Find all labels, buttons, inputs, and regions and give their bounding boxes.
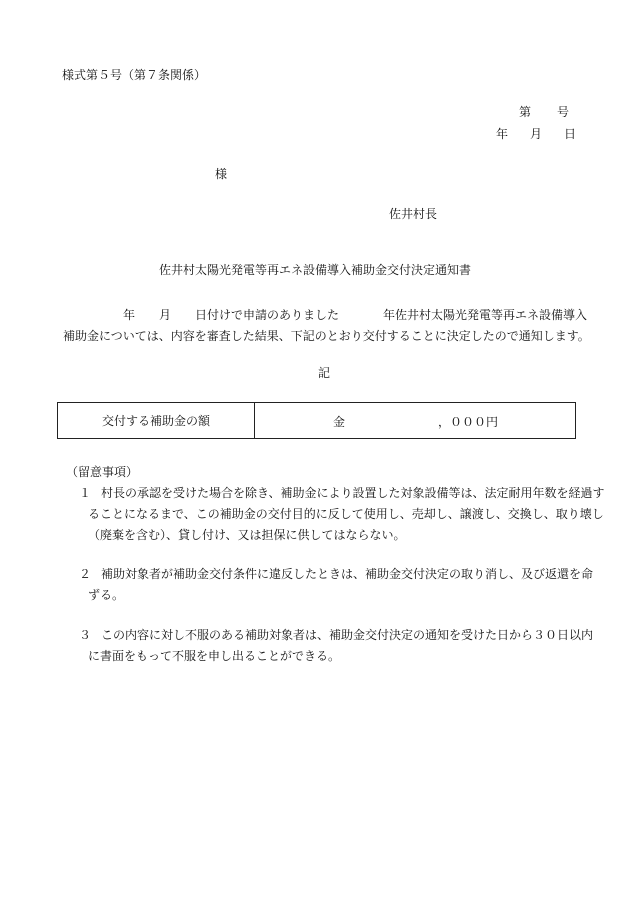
body-text-1: 日付けで申請のありました <box>195 308 340 322</box>
doc-date-day: 日 <box>564 127 577 141</box>
body-text-2: 年佐井村太陽光発電等再エネ設備導入 <box>383 308 588 322</box>
doc-date-month: 月 <box>530 127 543 141</box>
body-line-1 <box>123 307 587 323</box>
amount-label: 交付する補助金の額 <box>58 403 255 438</box>
note-number: １ <box>79 486 92 500</box>
notes-heading: （留意事項） <box>66 465 139 479</box>
note-text: ることになるまで、この補助金の交付目的に反して使用し、売却し、譲渡し、交換し、取り壊し <box>88 507 604 521</box>
note-text: （廃棄を含む）、貸し付け、又は担保に供してはならない。 <box>88 528 406 542</box>
doc-number-go: 号 <box>557 105 570 119</box>
doc-number-dai: 第 <box>519 105 532 119</box>
document-date <box>496 126 576 142</box>
note-text: 補助対象者が補助金交付条件に違反したときは、補助金交付決定の取り消し、及び返還を命 <box>101 567 594 581</box>
note-text: ずる。 <box>88 588 125 602</box>
ki-heading: 記 <box>318 366 331 380</box>
note-number: ２ <box>79 567 92 581</box>
form-number: 様式第５号（第７条関係） <box>62 68 207 82</box>
issuer-name: 佐井村長 <box>389 207 438 221</box>
amount-value: ，０００円 <box>438 415 499 429</box>
body-line-2: 補助金については、内容を審査した結果、下記のとおり交付することに決定したので通知します。 <box>63 329 590 343</box>
doc-date-year: 年 <box>496 127 509 141</box>
note-number: ３ <box>79 628 92 642</box>
amount-kin: 金 <box>333 415 346 429</box>
body-month: 月 <box>159 308 172 322</box>
note-item-2 <box>79 564 593 585</box>
note-item-1 <box>79 483 605 504</box>
note-text: この内容に対し不服のある補助対象者は、補助金交付決定の通知を受けた日から３０日以内 <box>101 628 594 642</box>
amount-table <box>57 402 576 439</box>
document-number <box>519 104 569 120</box>
recipient-honorific: 様 <box>215 167 228 181</box>
document-title: 佐井村太陽光発電等再エネ設備導入補助金交付決定通知書 <box>158 263 471 277</box>
note-text: 村長の承認を受けた場合を除き、補助金により設置した対象設備等は、法定耐用年数を経過す <box>101 486 605 500</box>
note-text: に書面をもって不服を申し出ることができる。 <box>88 649 341 663</box>
note-item-3 <box>79 625 593 646</box>
amount-value-cell <box>255 403 575 438</box>
body-year: 年 <box>123 308 136 322</box>
